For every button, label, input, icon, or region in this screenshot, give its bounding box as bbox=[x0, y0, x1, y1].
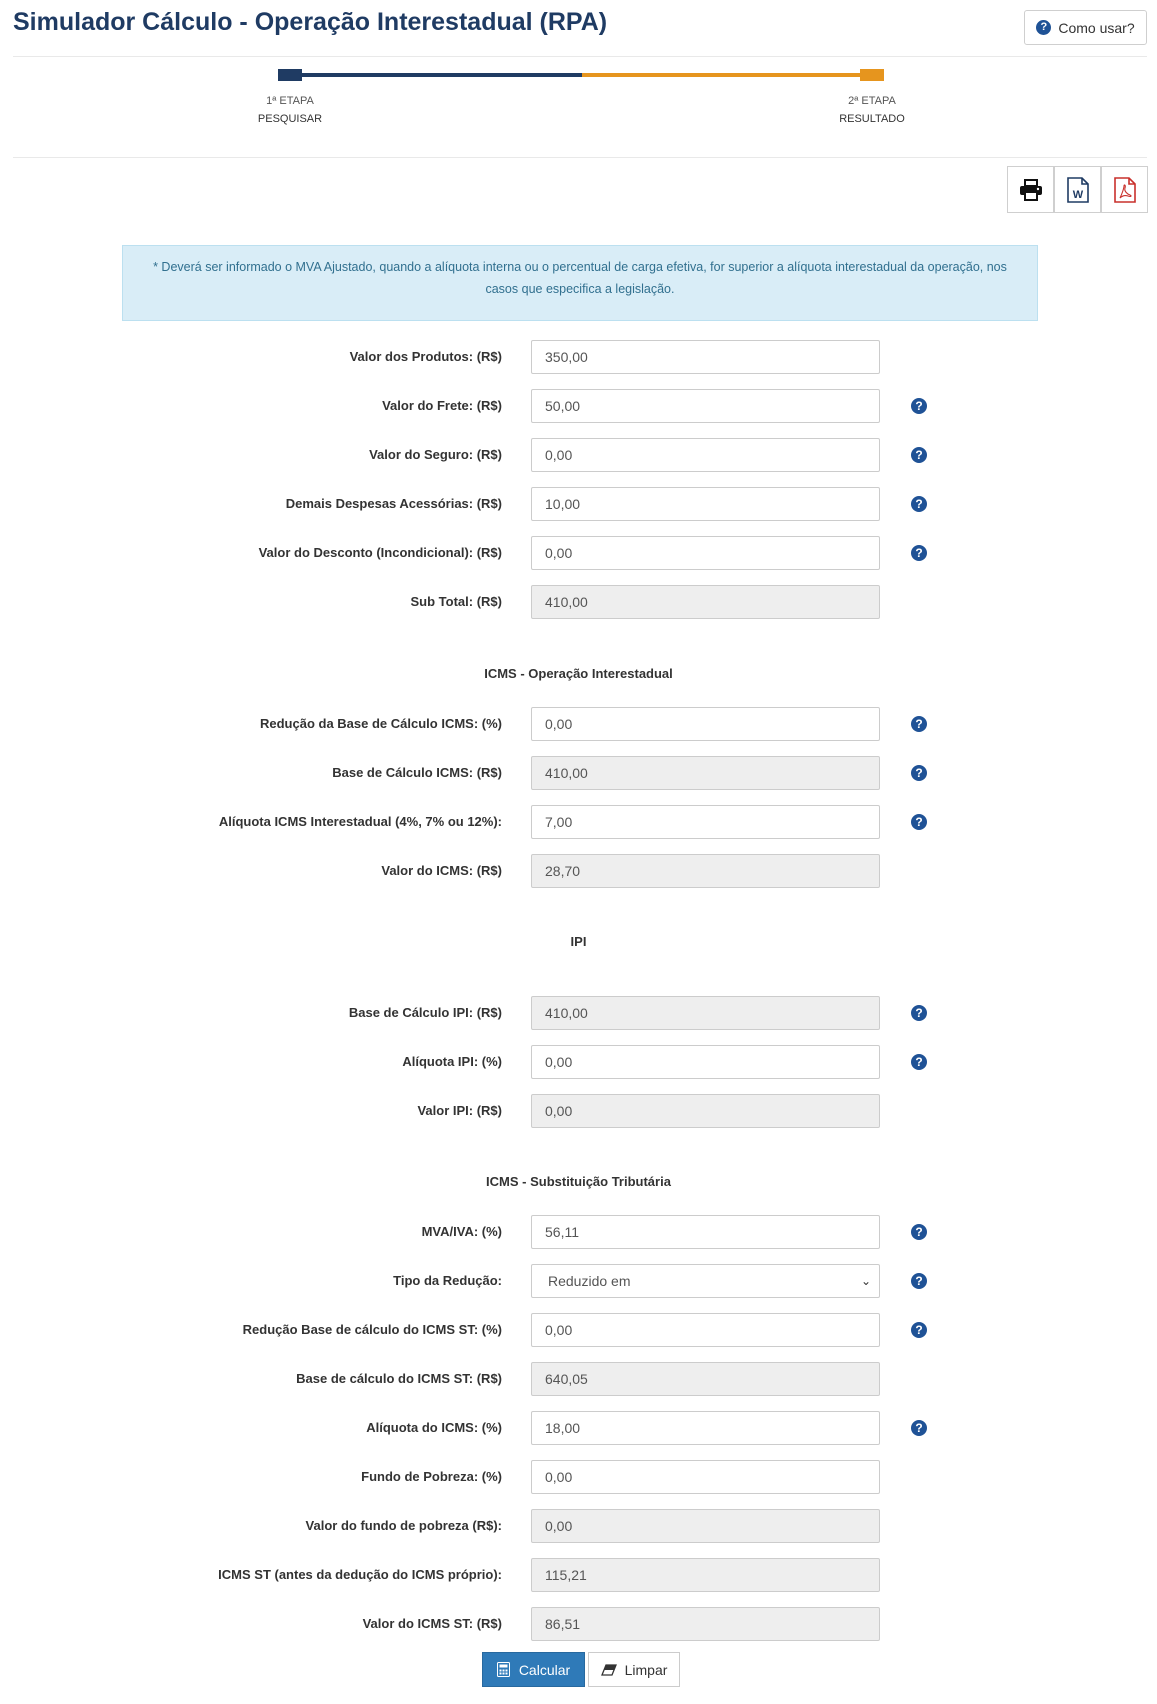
field-label: Valor do Frete: (R$) bbox=[382, 398, 502, 413]
step-progress-line-done bbox=[278, 73, 582, 77]
field-aliquota-icms-st bbox=[0, 1411, 1157, 1445]
tipo-reducao-select[interactable] bbox=[531, 1264, 880, 1298]
field-label: Fundo de Pobreza: (%) bbox=[361, 1469, 502, 1484]
field-label: Alíquota do ICMS: (%) bbox=[366, 1420, 502, 1435]
field-label: Sub Total: (R$) bbox=[410, 594, 502, 609]
aliquota-ipi-input[interactable] bbox=[531, 1045, 880, 1079]
page-title: Simulador Cálculo - Operação Interestadual (RPA) bbox=[13, 8, 608, 36]
section-title-icms-interestadual: ICMS - Operação Interestadual bbox=[484, 666, 673, 681]
divider bbox=[13, 56, 1147, 57]
valor-produtos-input[interactable] bbox=[531, 340, 880, 374]
help-icon[interactable]: ? bbox=[911, 496, 927, 512]
field-label: ICMS ST (antes da dedução do ICMS próprio): bbox=[218, 1567, 502, 1582]
clear-button[interactable] bbox=[588, 1652, 680, 1687]
help-icon[interactable]: ? bbox=[911, 1420, 927, 1436]
field-desconto bbox=[0, 536, 1157, 570]
icms-st-antes-input bbox=[531, 1558, 880, 1592]
calculate-button[interactable] bbox=[482, 1652, 585, 1687]
despesas-input[interactable] bbox=[531, 487, 880, 521]
base-ipi-input bbox=[531, 996, 880, 1030]
field-label: Base de Cálculo ICMS: (R$) bbox=[332, 765, 502, 780]
field-valor-ipi bbox=[0, 1094, 1157, 1128]
eraser-icon bbox=[601, 1664, 617, 1676]
help-icon[interactable]: ? bbox=[911, 814, 927, 830]
valor-frete-input[interactable] bbox=[531, 389, 880, 423]
divider bbox=[13, 157, 1147, 158]
desconto-input[interactable] bbox=[531, 536, 880, 570]
step-1-label: 1ª ETAPA PESQUISAR bbox=[257, 95, 323, 125]
help-icon[interactable]: ? bbox=[911, 398, 927, 414]
print-button[interactable] bbox=[1007, 166, 1054, 213]
field-label: Tipo da Redução: bbox=[393, 1273, 502, 1288]
field-label: Valor do ICMS ST: (R$) bbox=[362, 1616, 502, 1631]
question-circle-icon: ? bbox=[1036, 20, 1051, 35]
field-label: Redução Base de cálculo do ICMS ST: (%) bbox=[242, 1322, 502, 1337]
how-to-use-button[interactable] bbox=[1024, 10, 1147, 45]
field-reducao-icms bbox=[0, 707, 1157, 741]
field-label: Base de cálculo do ICMS ST: (R$) bbox=[296, 1371, 502, 1386]
field-label: Valor do Seguro: (R$) bbox=[369, 447, 502, 462]
calculate-label: Calcular bbox=[518, 1661, 571, 1678]
valor-seguro-input[interactable] bbox=[531, 438, 880, 472]
help-icon[interactable]: ? bbox=[911, 716, 927, 732]
help-icon[interactable]: ? bbox=[911, 1224, 927, 1240]
help-icon[interactable]: ? bbox=[911, 1322, 927, 1338]
valor-fundo-pobreza-input bbox=[531, 1509, 880, 1543]
step-2-marker bbox=[860, 69, 884, 81]
help-icon[interactable]: ? bbox=[911, 447, 927, 463]
base-icms-input bbox=[531, 756, 880, 790]
field-tipo-reducao bbox=[0, 1264, 1157, 1298]
reducao-icms-input[interactable] bbox=[531, 707, 880, 741]
field-label: Valor IPI: (R$) bbox=[417, 1103, 502, 1118]
valor-icms-st-input bbox=[531, 1607, 880, 1641]
field-aliquota-ipi bbox=[0, 1045, 1157, 1079]
field-valor-icms-st bbox=[0, 1607, 1157, 1641]
field-label: MVA/IVA: (%) bbox=[421, 1224, 502, 1239]
field-reducao-base-st bbox=[0, 1313, 1157, 1347]
step-1-marker bbox=[278, 69, 302, 81]
step-progress-line-pending bbox=[582, 73, 862, 77]
pdf-icon bbox=[1114, 177, 1136, 203]
field-base-st bbox=[0, 1362, 1157, 1396]
field-valor-fundo-pobreza bbox=[0, 1509, 1157, 1543]
field-despesas bbox=[0, 487, 1157, 521]
aliquota-icms-inter-input[interactable] bbox=[531, 805, 880, 839]
section-title-icms-st: ICMS - Substituição Tributária bbox=[486, 1174, 671, 1189]
field-valor-icms bbox=[0, 854, 1157, 888]
field-label: Valor do Desconto (Incondicional): (R$) bbox=[258, 545, 502, 560]
calculator-icon bbox=[497, 1662, 510, 1677]
help-icon[interactable]: ? bbox=[911, 1054, 927, 1070]
help-icon[interactable]: ? bbox=[911, 1005, 927, 1021]
export-pdf-button[interactable] bbox=[1101, 166, 1148, 213]
field-label: Demais Despesas Acessórias: (R$) bbox=[285, 496, 502, 511]
word-icon bbox=[1067, 177, 1089, 203]
print-icon bbox=[1019, 179, 1043, 201]
field-subtotal bbox=[0, 585, 1157, 619]
field-valor-seguro bbox=[0, 438, 1157, 472]
field-label: Valor do ICMS: (R$) bbox=[381, 863, 502, 878]
reducao-base-st-input[interactable] bbox=[531, 1313, 880, 1347]
field-aliquota-icms-inter bbox=[0, 805, 1157, 839]
field-icms-st-antes bbox=[0, 1558, 1157, 1592]
subtotal-input bbox=[531, 585, 880, 619]
mva-info-alert: * Deverá ser informado o MVA Ajustado, quando a alíquota interna ou o percentual de carga efetiva, for superior a alíquota interestadual da operação, nos casos que especifica a legislação. bbox=[122, 245, 1038, 321]
field-base-icms bbox=[0, 756, 1157, 790]
valor-icms-input bbox=[531, 854, 880, 888]
base-st-input bbox=[531, 1362, 880, 1396]
valor-ipi-input bbox=[531, 1094, 880, 1128]
how-to-use-label: Como usar? bbox=[1058, 19, 1135, 36]
svg-text:W: W bbox=[1072, 188, 1083, 201]
export-word-button[interactable] bbox=[1054, 166, 1101, 213]
section-title-ipi: IPI bbox=[570, 934, 587, 949]
step-2-label: 2ª ETAPA RESULTADO bbox=[839, 95, 905, 125]
field-fundo-pobreza bbox=[0, 1460, 1157, 1494]
field-label: Base de Cálculo IPI: (R$) bbox=[348, 1005, 502, 1020]
field-valor-produtos bbox=[0, 340, 1157, 374]
fundo-pobreza-input[interactable] bbox=[531, 1460, 880, 1494]
help-icon[interactable]: ? bbox=[911, 545, 927, 561]
field-label: Valor do fundo de pobreza (R$): bbox=[305, 1518, 502, 1533]
tipo-reducao-selected-value: Reduzido em bbox=[548, 1273, 631, 1289]
field-mva bbox=[0, 1215, 1157, 1249]
field-valor-frete bbox=[0, 389, 1157, 423]
field-base-ipi bbox=[0, 996, 1157, 1030]
help-icon[interactable]: ? bbox=[911, 765, 927, 781]
field-label: Alíquota IPI: (%) bbox=[402, 1054, 502, 1069]
field-label: Valor dos Produtos: (R$) bbox=[349, 349, 502, 364]
clear-label: Limpar bbox=[624, 1661, 668, 1678]
field-label: Redução da Base de Cálculo ICMS: (%) bbox=[260, 716, 502, 731]
field-label: Alíquota ICMS Interestadual (4%, 7% ou 12%): bbox=[218, 814, 502, 829]
chevron-down-icon: ⌄ bbox=[860, 1274, 871, 1288]
help-icon[interactable]: ? bbox=[911, 1273, 927, 1289]
aliquota-icms-st-input[interactable] bbox=[531, 1411, 880, 1445]
mva-input[interactable] bbox=[531, 1215, 880, 1249]
